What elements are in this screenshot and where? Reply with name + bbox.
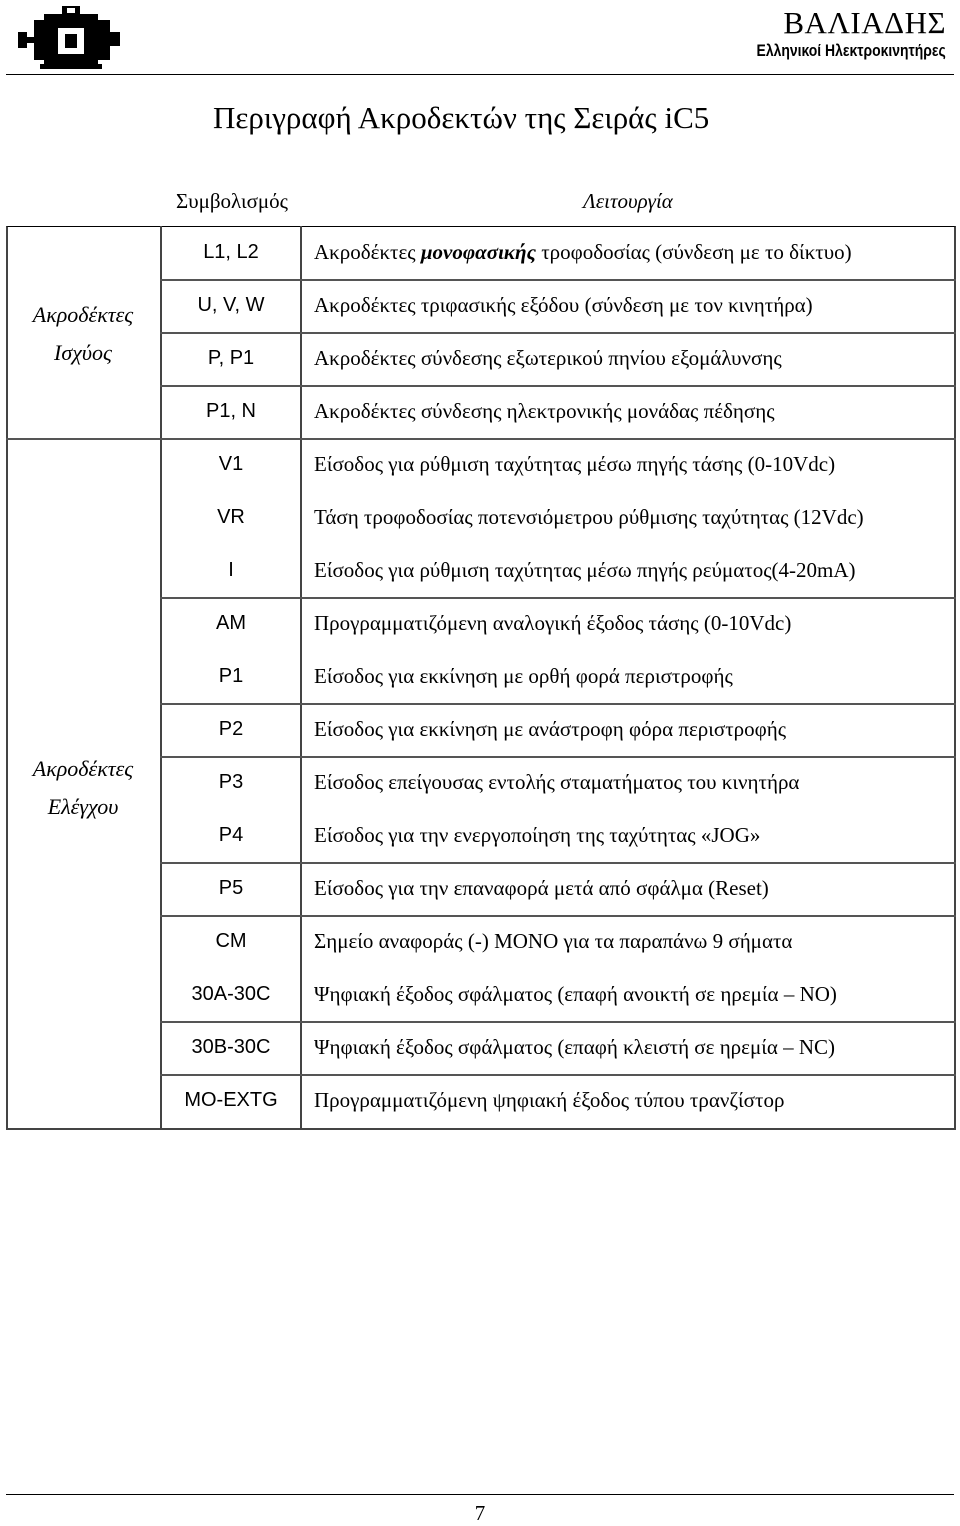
group-label-line: Ακροδέκτες <box>32 302 134 327</box>
table-row <box>6 862 956 915</box>
brand-name: ΒΑΛΙΑΔΗΣ <box>783 5 946 40</box>
terminal-function: Ακροδέκτες τριφασικής εξόδου (σύνδεση με τον κινητήρα) <box>314 293 813 317</box>
terminal-symbol: CM <box>215 930 247 952</box>
terminal-function: Είσοδος για την ενεργοποίηση της ταχύτητας «JOG» <box>314 823 761 847</box>
company-logo <box>18 6 122 70</box>
table-row <box>6 809 956 862</box>
terminal-symbol: P1 <box>218 665 244 687</box>
terminal-function: Σημείο αναφοράς (-) ΜΟΝΟ για τα παραπάνω 9 σήματα <box>314 929 793 953</box>
terminal-function: Είσοδος επείγουσας εντολής σταματήματος του κινητήρα <box>314 770 800 794</box>
group-label-line: Ελέγχου <box>47 794 119 819</box>
terminal-symbol: L1, L2 <box>203 241 259 263</box>
table-row <box>6 332 956 385</box>
table-row <box>6 1074 956 1127</box>
footer-rule <box>6 1494 954 1495</box>
table-row <box>6 703 956 756</box>
terminal-symbol: 30A-30C <box>191 983 271 1005</box>
terminal-function: Ψηφιακή έξοδος σφάλματος (επαφή ανοικτή σε ηρεμία – ΝΟ) <box>314 982 837 1006</box>
terminal-function: Είσοδος για την επαναφορά μετά από σφάλμα (Reset) <box>314 876 769 900</box>
terminal-function: Είσοδος για εκκίνηση με ορθή φορά περιστροφής <box>314 664 733 688</box>
terminal-function: Προγραμματιζόμενη ψηφιακή έξοδος τύπου τρανζίστορ <box>314 1088 785 1112</box>
terminal-symbol: I <box>228 559 234 581</box>
column-header-symbol: Συμβολισμός <box>175 189 289 213</box>
table-row <box>6 279 956 332</box>
brand-tagline: Ελληνικοί Ηλεκτροκινητήρες <box>756 41 946 60</box>
terminal-function: Ακροδέκτες σύνδεσης εξωτερικού πηνίου εξομάλυνσης <box>314 346 782 370</box>
function-emphasis: μονοφασικής <box>420 240 536 264</box>
terminal-symbol: 30B-30C <box>191 1036 271 1058</box>
column-header-function: Λειτουργία <box>583 189 673 213</box>
group-label-line: Ισχύος <box>54 340 112 365</box>
table-row <box>6 650 956 703</box>
table-row <box>6 385 956 438</box>
table-row <box>6 491 956 544</box>
page-title: Περιγραφή Ακροδεκτών της Σειράς iC5 <box>213 100 710 135</box>
page-number: 7 <box>474 1501 486 1525</box>
terminal-symbol: P3 <box>218 771 244 793</box>
table-row <box>6 756 956 809</box>
terminal-symbol: VR <box>217 506 245 528</box>
header-rule <box>6 74 954 75</box>
table-row <box>6 226 956 279</box>
group-label-line: Ακροδέκτες <box>32 756 134 781</box>
terminal-symbol: P2 <box>218 718 244 740</box>
table-row <box>6 915 956 968</box>
table-row <box>6 968 956 1021</box>
terminal-symbol: AM <box>216 612 246 634</box>
terminal-function: Τάση τροφοδοσίας ποτενσιόμετρου ρύθμισης ταχύτητας (12Vdc) <box>314 505 864 529</box>
terminal-function <box>314 226 952 279</box>
terminal-function: Είσοδος για ρύθμιση ταχύτητας μέσω πηγής τάσης (0-10Vdc) <box>314 452 836 476</box>
brand-block <box>715 6 946 62</box>
terminals-table <box>6 226 956 1130</box>
table-row <box>6 1021 956 1074</box>
function-text: τροφοδοσίας (σύνδεση με το δίκτυο) <box>535 240 852 264</box>
terminal-function: Είσοδος για ρύθμιση ταχύτητας μέσω πηγής ρεύματος(4-20mA) <box>314 558 856 582</box>
table-row <box>6 597 956 650</box>
terminal-symbol: P1, N <box>205 400 257 422</box>
terminal-symbol: P, P1 <box>207 347 255 369</box>
terminal-function: Ακροδέκτες σύνδεσης ηλεκτρονικής μονάδας πέδησης <box>314 399 775 423</box>
terminal-symbol: P4 <box>218 824 244 846</box>
table-row <box>6 544 956 597</box>
function-text: Ακροδέκτες <box>314 240 421 264</box>
table-row <box>6 438 956 491</box>
terminal-symbol: MO-EXTG <box>184 1089 278 1111</box>
terminal-symbol: P5 <box>218 877 244 899</box>
terminal-function: Προγραμματιζόμενη αναλογική έξοδος τάσης (0-10Vdc) <box>314 611 792 635</box>
terminal-symbol: V1 <box>218 453 244 475</box>
terminal-function: Ψηφιακή έξοδος σφάλματος (επαφή κλειστή σε ηρεμία – NC) <box>314 1035 836 1059</box>
terminal-symbol: U, V, W <box>197 294 265 316</box>
terminal-function: Είσοδος για εκκίνηση με ανάστροφη φόρα περιστροφής <box>314 717 787 741</box>
